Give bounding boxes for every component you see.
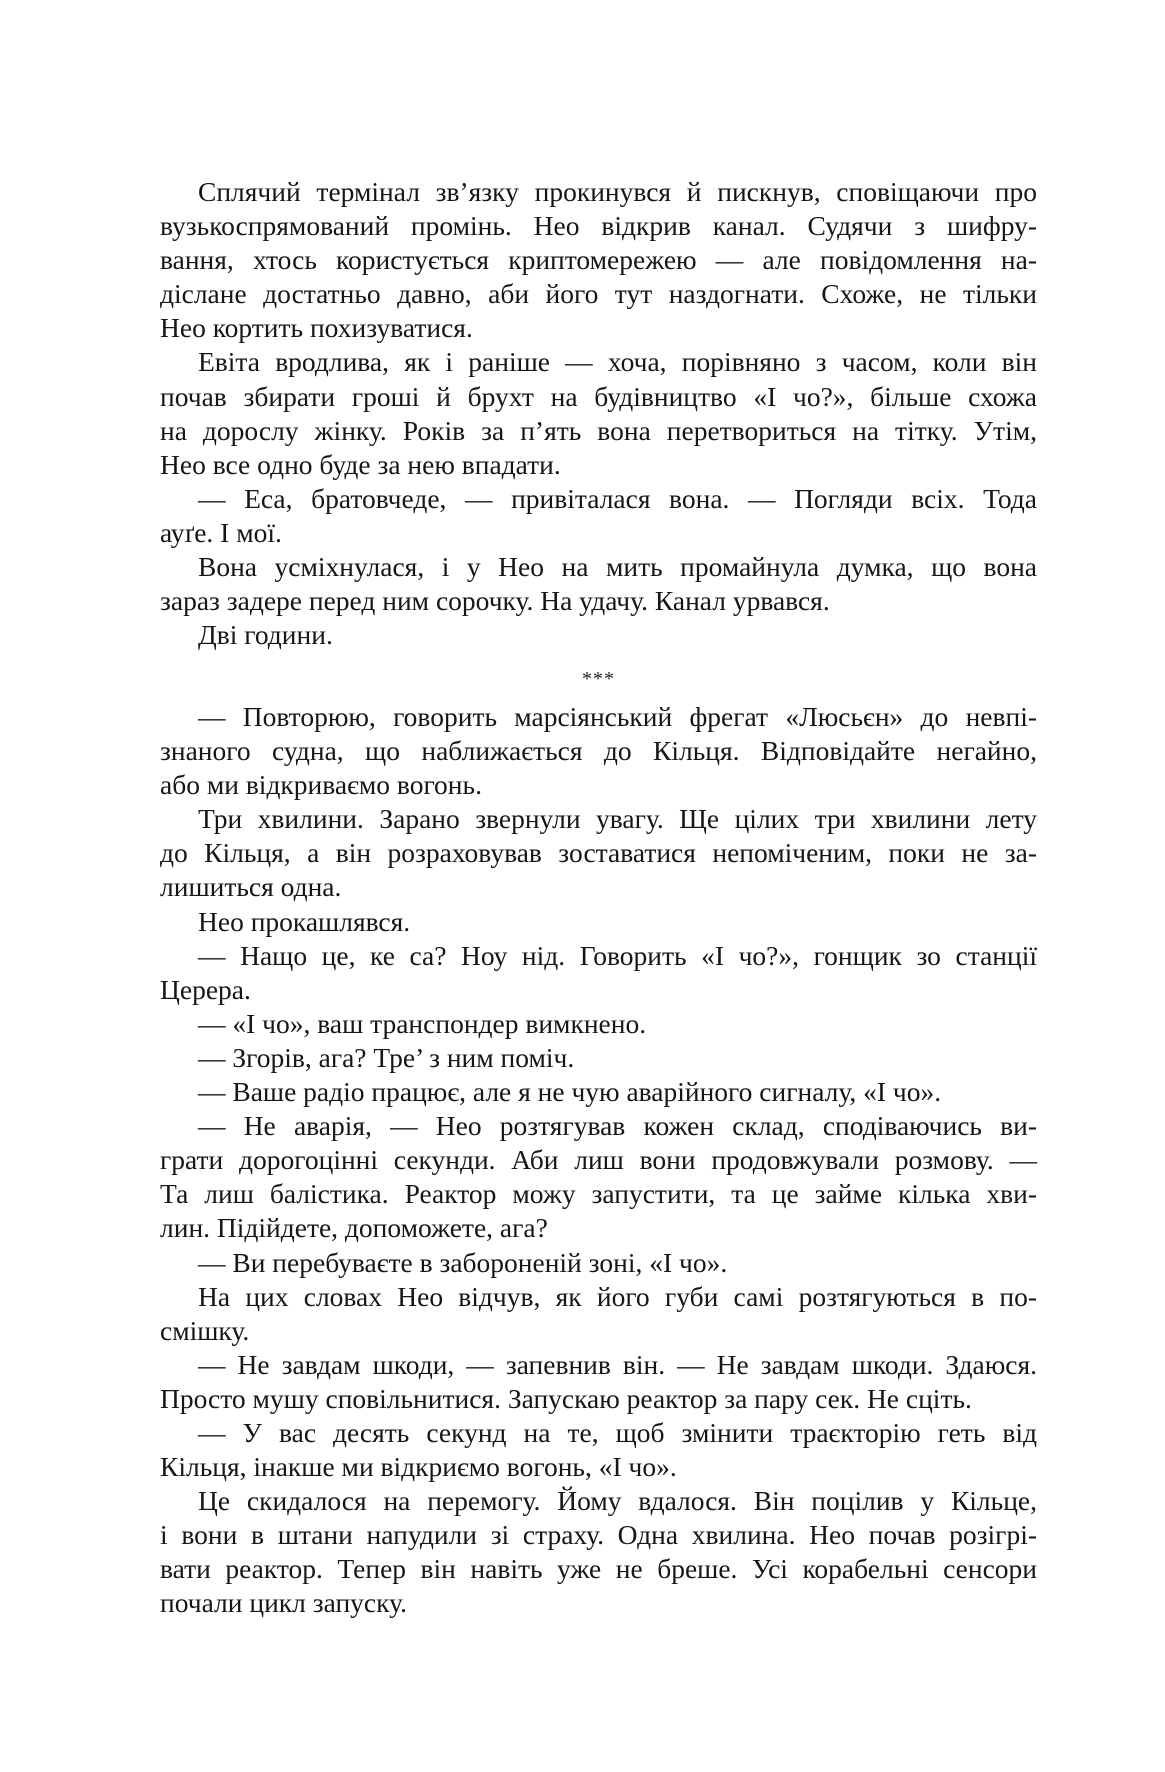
text-line: — Нащо це, ке са? Ноу нід. Говорить «І чо?», гонщик зо станції — [198, 939, 1037, 971]
text-line: Сплячий термінал зв’язку прокинувся й пискнув, сповіщаючи про — [198, 176, 1037, 207]
text-line: — Повторюю, говорить марсіянський фрегат «Люсьєн» до невпі- — [198, 701, 1037, 732]
text-line: або ми відкриваємо вогонь. — [160, 769, 482, 801]
paragraph — [160, 1109, 1037, 1245]
paragraph — [160, 939, 1037, 1007]
text-line: Церера. — [160, 973, 251, 1005]
text-line: знаного судна, що наближається до Кільця. Відповідайте негайно, — [160, 735, 1037, 767]
paragraph — [160, 700, 1037, 802]
text-line: Вона усміхнулася, і у Нео на мить промайнула думка, що вона — [198, 551, 1037, 583]
text-line: — Ваше радіо працює, але я не чую аварійного сигналу, «І чо». — [198, 1076, 942, 1108]
text-line: — У вас десять секунд на те, щоб змінити траєкторію геть від — [198, 1416, 1037, 1448]
text-line: вузькоспрямований промінь. Нео відкрив канал. Судячи з шифру- — [160, 210, 1037, 242]
text-section-2 — [160, 700, 1037, 1621]
text-line: дісланe достатньо давно, аби його тут наздогнати. Схоже, не тільки — [160, 278, 1037, 310]
paragraph — [160, 618, 1037, 652]
paragraph — [160, 345, 1037, 481]
text-line: Нео все одно буде за нею впадати. — [160, 448, 561, 480]
text-line: вати реактор. Тепер він навіть уже не бреше. Усі корабельні сенсори — [160, 1553, 1037, 1585]
text-line: — Ви перебуваєте в забороненій зоні, «І чо». — [198, 1246, 728, 1278]
paragraph — [160, 1416, 1037, 1484]
paragraph — [160, 1348, 1037, 1416]
text-line: Нео кортить похизуватися. — [160, 312, 473, 344]
paragraph — [160, 802, 1037, 904]
text-line: Це скидалося на перемогу. Йому вдалося. Він поцілив у Кільце, — [198, 1485, 1037, 1517]
text-line: лин. Підійдете, допоможете, ага? — [160, 1212, 548, 1244]
paragraph — [160, 482, 1037, 550]
text-line: почав збирати гроші й брухт на будівництво «І чо?», більше схожа — [160, 380, 1037, 412]
section-separator: *** — [582, 668, 615, 690]
text-line: Кільця, інакше ми відкриємо вогонь, «І чо». — [160, 1451, 677, 1483]
paragraph — [160, 1484, 1037, 1620]
text-line: — Згорів, ага? Тре’ з ним поміч. — [198, 1041, 575, 1073]
paragraph — [160, 1280, 1037, 1348]
paragraph — [160, 1007, 1037, 1041]
text-line: вання, хтось користується криптомережею — але повідомлення на- — [160, 244, 1037, 276]
paragraph — [160, 175, 1037, 345]
paragraph — [160, 1075, 1037, 1109]
text-line: смішку. — [160, 1314, 250, 1346]
text-line: до Кільця, а він розраховував зоставатися непоміченим, поки не за- — [160, 837, 1037, 869]
text-line: Нео прокашлявся. — [198, 905, 411, 937]
text-line: почали цикл запуску. — [160, 1587, 407, 1619]
text-line: і вони в штани напудили зі страху. Одна хвилина. Нео почав розігрі- — [160, 1519, 1037, 1551]
text-line: лишиться одна. — [160, 871, 342, 903]
text-line: грати дорогоцінні секунди. Аби лиш вони продовжували розмову. — — [160, 1144, 1037, 1176]
text-line: на дорослу жінку. Років за п’ять вона перетвориться на тітку. Утім, — [160, 414, 1037, 446]
text-line: Евіта вродлива, як і раніше — хоча, порівняно з часом, коли він — [198, 346, 1037, 378]
text-line: — Не завдам шкоди, — запевнив він. — Не завдам шкоди. Здаюся. — [198, 1348, 1037, 1380]
text-line: зараз задере перед ним сорочку. На удачу. Канал урвався. — [160, 585, 830, 617]
text-line: Дві години. — [198, 619, 333, 651]
text-line: — «І чо», ваш транспондер вимкнено. — [198, 1007, 647, 1039]
text-line: Та лиш балістика. Реактор можу запустити, та це займе кілька хви- — [160, 1178, 1037, 1210]
paragraph — [160, 905, 1037, 939]
paragraph — [160, 1041, 1037, 1075]
text-line: ауґе. І мої. — [160, 516, 282, 548]
text-section-1 — [160, 175, 1037, 652]
text-line: На цих словах Нео відчув, як його губи самі розтягуються в по- — [198, 1280, 1037, 1312]
paragraph — [160, 1246, 1037, 1280]
text-line: Три хвилини. Зарано звернули увагу. Ще цілих три хвилини лету — [198, 803, 1037, 835]
text-line: Просто мушу сповільнитися. Запускаю реактор за пару сек. Не сціть. — [160, 1382, 972, 1414]
text-line: — Еса, братовчеде, — привіталася вона. — Погляди всіх. Тода — [198, 482, 1037, 514]
paragraph — [160, 550, 1037, 618]
text-line: — Не аварія, — Нео розтягував кожен склад, сподіваючись ви- — [198, 1110, 1037, 1142]
